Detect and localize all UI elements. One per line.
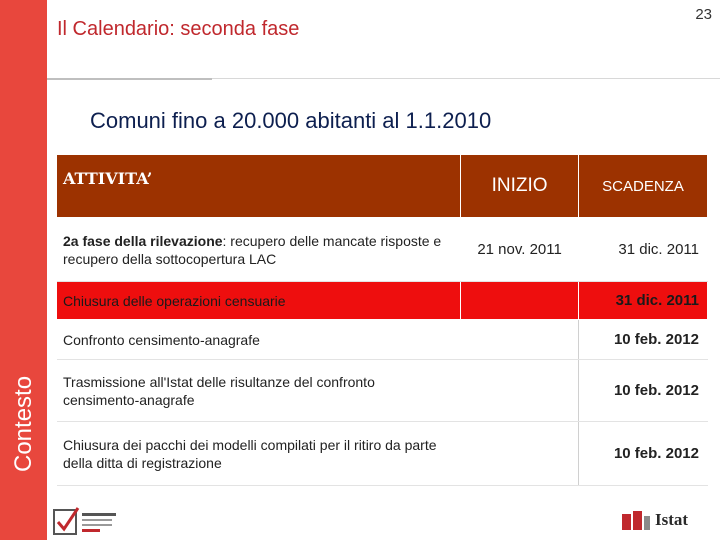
header-inizio: INIZIO [461, 155, 579, 218]
row-scadenza: 10 feb. 2012 [579, 320, 708, 360]
header-scadenza: SCADENZA [579, 155, 708, 218]
row-attivita: Trasmissione all'Istat delle risultanze del confronto censimento-anagrafe [57, 360, 461, 422]
page-number: 23 [695, 6, 712, 23]
table-row [57, 360, 708, 422]
slide-title: Il Calendario: seconda fase [57, 18, 300, 40]
table-header-row [57, 155, 708, 218]
row-inizio [461, 320, 579, 360]
title-divider-accent [47, 78, 212, 80]
row-inizio [461, 422, 579, 486]
row-scadenza: 31 dic. 2011 [579, 282, 708, 320]
side-label: Contesto [10, 375, 37, 472]
table-row [57, 422, 708, 486]
header-attivita: ATTIVITA’ [57, 155, 461, 218]
calendar-table [57, 155, 708, 486]
slide-subtitle: Comuni fino a 20.000 abitanti al 1.1.2010 [90, 108, 492, 133]
row-attivita [57, 218, 461, 282]
row-inizio: 21 nov. 2011 [461, 218, 579, 282]
table-row [57, 320, 708, 360]
table-row [57, 218, 708, 282]
row-attivita-text: : recupero delle mancate risposte e recupero della sottocopertura LAC [63, 232, 442, 267]
istat-logo-text: Istat [655, 510, 689, 529]
census-logo-icon [52, 504, 122, 538]
row-attivita: Chiusura delle operazioni censuarie [57, 282, 461, 320]
table-row [57, 282, 708, 320]
row-scadenza: 10 feb. 2012 [579, 360, 708, 422]
row-inizio [461, 360, 579, 422]
row-inizio [461, 282, 579, 320]
row-scadenza: 31 dic. 2011 [579, 218, 708, 282]
row-attivita-bold: 2a fase della rilevazione [63, 232, 223, 249]
row-scadenza: 10 feb. 2012 [579, 422, 708, 486]
row-attivita: Chiusura dei pacchi dei modelli compilati per il ritiro da parte della ditta di registrazione [57, 422, 461, 486]
row-attivita: Confronto censimento-anagrafe [57, 320, 461, 360]
